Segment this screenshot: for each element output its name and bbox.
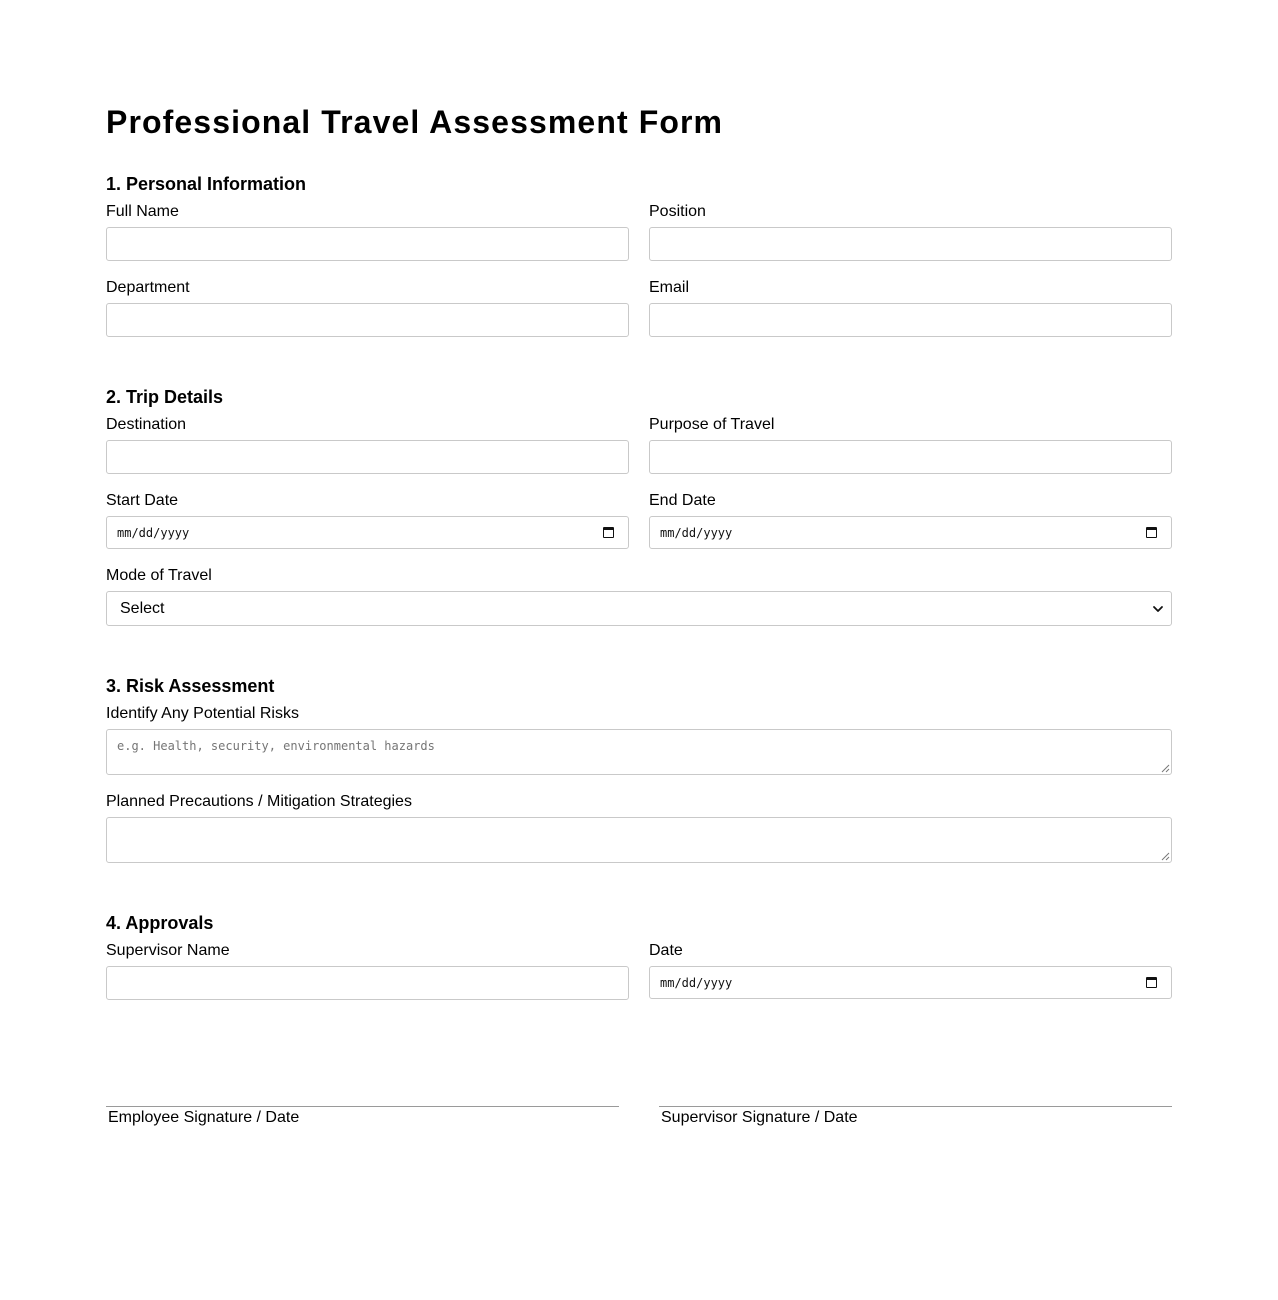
end-date-placeholder: mm/dd/yyyy — [660, 526, 733, 540]
approval-date-label: Date — [649, 942, 683, 959]
potential-risks-placeholder: e.g. Health, security, environmental hazards — [117, 739, 435, 753]
destination-input[interactable] — [106, 440, 629, 474]
destination-label: Destination — [106, 416, 187, 433]
full-name-input[interactable] — [106, 227, 629, 261]
supervisor-name-input[interactable] — [106, 966, 629, 1000]
email-label: Email — [649, 279, 690, 296]
purpose-input[interactable] — [649, 440, 1172, 474]
supervisor-signature-label: Supervisor Signature / Date — [661, 1109, 858, 1126]
mode-of-travel-select[interactable] — [106, 591, 1172, 626]
start-date-placeholder: mm/dd/yyyy — [117, 526, 190, 540]
calendar-icon[interactable] — [603, 527, 614, 538]
employee-signature-line[interactable] — [106, 1106, 619, 1107]
calendar-icon[interactable] — [1146, 977, 1157, 988]
employee-signature-label: Employee Signature / Date — [108, 1109, 300, 1126]
supervisor-name-label: Supervisor Name — [106, 942, 230, 959]
end-date-input[interactable] — [649, 516, 1172, 549]
email-input[interactable] — [649, 303, 1172, 337]
potential-risks-label: Identify Any Potential Risks — [106, 705, 299, 722]
chevron-down-icon — [1152, 603, 1164, 615]
position-input[interactable] — [649, 227, 1172, 261]
form-title: Professional Travel Assessment Form — [106, 104, 724, 140]
section-heading-trip-details: 2. Trip Details — [106, 387, 224, 407]
potential-risks-textarea[interactable] — [106, 729, 1172, 775]
calendar-icon[interactable] — [1146, 527, 1157, 538]
position-label: Position — [649, 203, 706, 220]
supervisor-signature-line[interactable] — [659, 1106, 1172, 1107]
section-heading-personal-information: 1. Personal Information — [106, 174, 307, 194]
precautions-label: Planned Precautions / Mitigation Strategies — [106, 793, 412, 810]
purpose-label: Purpose of Travel — [649, 416, 775, 433]
precautions-textarea[interactable] — [106, 817, 1172, 863]
end-date-label: End Date — [649, 492, 716, 509]
start-date-input[interactable] — [106, 516, 629, 549]
mode-of-travel-label: Mode of Travel — [106, 567, 212, 584]
start-date-label: Start Date — [106, 492, 179, 509]
department-label: Department — [106, 279, 190, 296]
section-heading-approvals: 4. Approvals — [106, 913, 214, 933]
section-heading-risk-assessment: 3. Risk Assessment — [106, 676, 275, 696]
resize-grip-icon[interactable] — [1161, 852, 1170, 861]
resize-grip-icon[interactable] — [1161, 764, 1170, 773]
mode-of-travel-selected: Select — [120, 600, 165, 617]
full-name-label: Full Name — [106, 203, 179, 220]
approval-date-input[interactable] — [649, 966, 1172, 999]
approval-date-placeholder: mm/dd/yyyy — [660, 976, 733, 990]
department-input[interactable] — [106, 303, 629, 337]
